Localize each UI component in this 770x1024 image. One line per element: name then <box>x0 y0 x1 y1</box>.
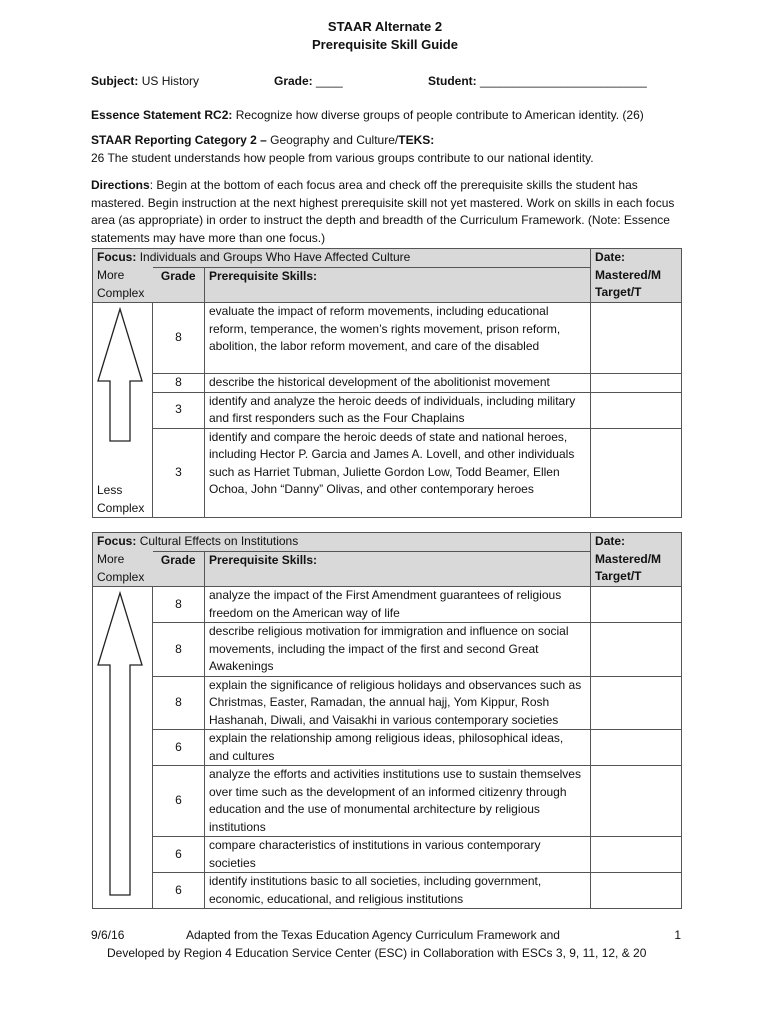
grade-header: Grade <box>153 551 205 587</box>
skill-cell: identify and analyze the heroic deeds of individuals, including military and first responders such as the Four Chaplains <box>205 392 591 428</box>
date-cell[interactable] <box>591 873 682 909</box>
grade-cell: 8 <box>153 303 205 374</box>
footer-line-2: Developed by Region 4 Education Service Center (ESC) in Collaboration with ESCs 3, 9, 11, 12, & 20 <box>107 946 647 960</box>
grade-cell: 3 <box>153 428 205 517</box>
skill-cell: analyze the efforts and activities institutions use to sustain themselves over time such as the development of an informed citizenry through education and the use of monumental architecture by religious institutions <box>205 766 591 837</box>
footer-line-1: Adapted from the Texas Education Agency Curriculum Framework and <box>186 928 560 942</box>
skill-cell: explain the significance of religious holidays and observances such as Christmas, Easter, Ramadan, the annual hajj, Yom Kippur, Rosh Hashanah, Diwali, and Vaisakhi in various contemporary societies <box>205 676 591 730</box>
subject-field: Subject: US History <box>91 74 200 88</box>
skill-cell: identify and compare the heroic deeds of state and national heroes, including Hector P. Garcia and James A. Lovell, and other individuals such as Harriet Tubman, Juliette Gordon Low, Todd Beamer, Ellen Ochoa, John “Danny” Olivas, and other contemporary heroes <box>205 428 591 517</box>
date-cell[interactable] <box>591 766 682 837</box>
skill-cell: describe the historical development of the abolitionist movement <box>205 374 591 393</box>
date-cell[interactable] <box>591 428 682 517</box>
meta-row <box>91 74 691 92</box>
grade-cell: 8 <box>153 374 205 393</box>
subtitle-line: Prerequisite Skill Guide <box>312 37 458 52</box>
skill-cell: compare characteristics of institutions in various contemporary societies <box>205 837 591 873</box>
skills-header: Prerequisite Skills: <box>205 551 591 587</box>
skills-header: Prerequisite Skills: <box>205 267 591 303</box>
grade-cell: 8 <box>153 676 205 730</box>
title-line: STAAR Alternate 2 <box>327 19 443 34</box>
less-complex-label: Less Complex <box>97 482 145 515</box>
date-cell[interactable] <box>591 303 682 374</box>
date-cell[interactable] <box>591 374 682 393</box>
focus-title: Focus: Cultural Effects on Institutions <box>93 533 591 552</box>
complexity-column <box>93 303 153 518</box>
document-title <box>0 18 770 54</box>
grade-cell: 6 <box>153 730 205 766</box>
complexity-column <box>93 587 153 909</box>
date-header: Date: Mastered/M Target/T <box>591 533 682 587</box>
directions: Directions: Begin at the bottom of each focus area and check off the prerequisite skills the student has mastered. Begin instruction at the next highest prerequisite skill not yet mastered. Work on skills in each focus area (as appropriate) in order to instruct the depth and breadth of the Curriculum Framework. (Note: Essence statements may have more than one focus.) <box>91 178 675 245</box>
up-arrow-icon <box>96 591 144 897</box>
date-cell[interactable] <box>591 392 682 428</box>
grade-header: Grade <box>153 267 205 303</box>
skill-cell: identify institutions basic to all societies, including government, economic, educational, and religious institutions <box>205 873 591 909</box>
skill-cell: analyze the impact of the First Amendment guarantees of religious freedom on the American way of life <box>205 587 591 623</box>
grade-cell: 3 <box>153 392 205 428</box>
skill-cell: evaluate the impact of reform movements, including educational reform, temperance, the women’s rights movement, prison reform, abolition, the labor reform movement, and care of the disabled <box>205 303 591 374</box>
grade-cell: 6 <box>153 873 205 909</box>
footer-date: 9/6/16 <box>91 928 125 942</box>
skill-cell: describe religious motivation for immigration and influence on social movements, including the impact of the first and second Great Awakenings <box>205 623 591 677</box>
up-arrow-icon <box>96 307 144 443</box>
date-cell[interactable] <box>591 676 682 730</box>
essence-statement: Essence Statement RC2: Recognize how diverse groups of people contribute to American identity. (26) <box>91 108 644 122</box>
grade-field: Grade: ____ <box>274 74 343 88</box>
grade-cell: 8 <box>153 587 205 623</box>
date-cell[interactable] <box>591 587 682 623</box>
date-cell[interactable] <box>591 730 682 766</box>
grade-cell: 6 <box>153 837 205 873</box>
student-field: Student: _________________________ <box>428 74 647 88</box>
skill-cell: explain the relationship among religious ideas, philosophical ideas, and cultures <box>205 730 591 766</box>
grade-cell: 8 <box>153 623 205 677</box>
date-cell[interactable] <box>591 623 682 677</box>
page-number: 1 <box>674 928 681 942</box>
side-header: More Complex <box>93 551 153 587</box>
date-cell[interactable] <box>591 837 682 873</box>
focus-table-1 <box>92 248 682 518</box>
grade-cell: 6 <box>153 766 205 837</box>
date-header: Date: Mastered/M Target/T <box>591 249 682 303</box>
reporting-category: STAAR Reporting Category 2 – Geography and Culture/TEKS: 26 The student understands how people from various groups contribute to our national identity. <box>91 133 594 165</box>
side-header: More Complex <box>93 267 153 303</box>
focus-table-2 <box>92 532 682 909</box>
focus-title: Focus: Individuals and Groups Who Have Affected Culture <box>93 249 591 268</box>
